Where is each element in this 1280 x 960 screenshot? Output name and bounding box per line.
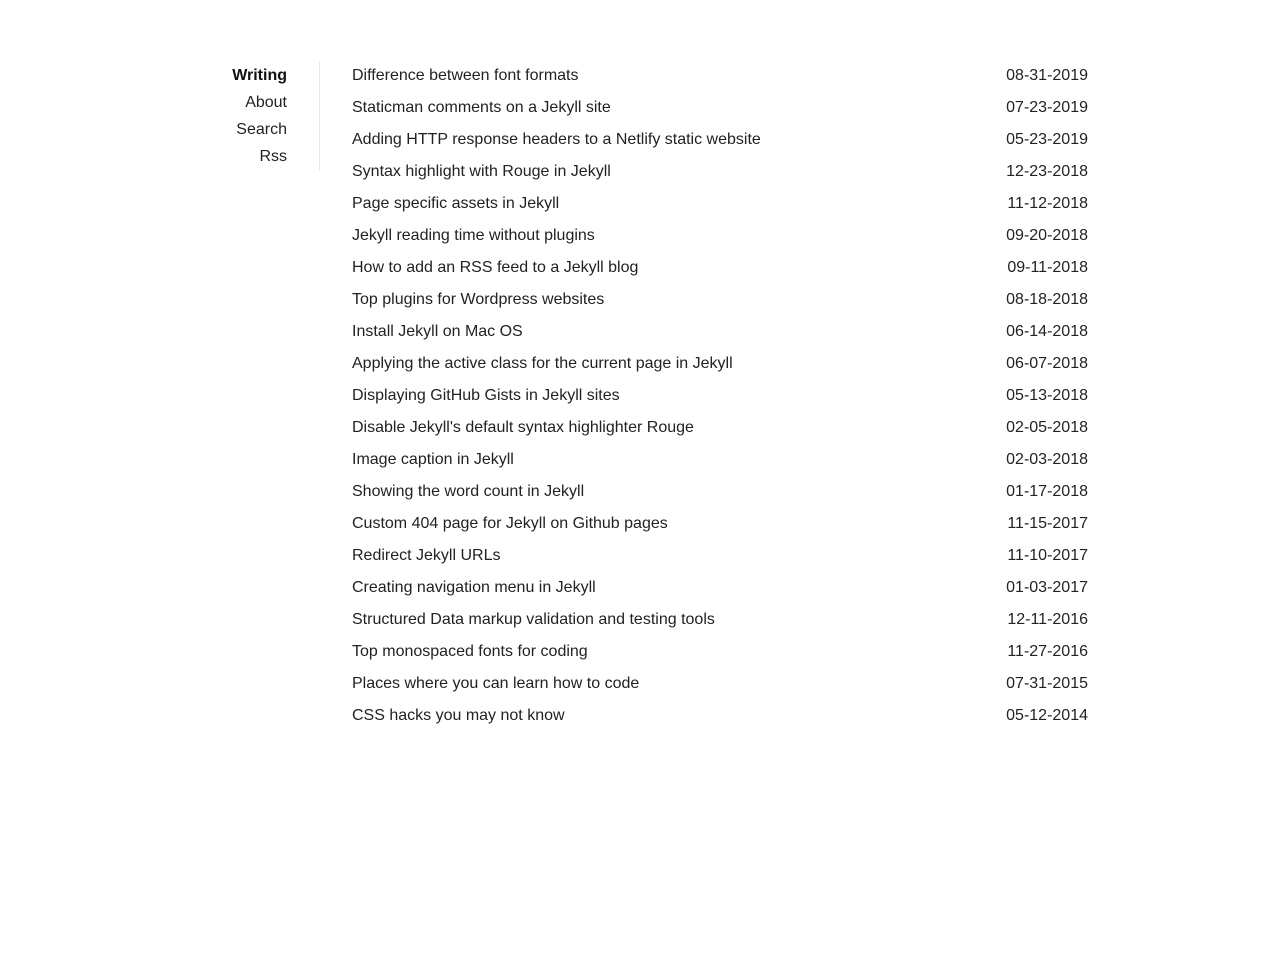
post-row xyxy=(352,284,1088,316)
sidebar-item-search[interactable]: Search xyxy=(236,121,287,138)
post-row xyxy=(352,380,1088,412)
post-date: 05-13-2018 xyxy=(1006,387,1088,404)
post-title-link[interactable]: Install Jekyll on Mac OS xyxy=(352,323,523,340)
post-title-link[interactable]: CSS hacks you may not know xyxy=(352,707,565,724)
post-row xyxy=(352,636,1088,668)
post-title-link[interactable]: Page specific assets in Jekyll xyxy=(352,195,560,212)
post-title-link[interactable]: Custom 404 page for Jekyll on Github pages xyxy=(352,515,668,532)
post-date: 12-23-2018 xyxy=(1006,163,1088,180)
post-date: 11-15-2017 xyxy=(1007,515,1088,532)
post-row xyxy=(352,572,1088,604)
post-row xyxy=(352,124,1088,156)
post-title-link[interactable]: Places where you can learn how to code xyxy=(352,675,640,692)
post-row xyxy=(352,540,1088,572)
post-row xyxy=(352,476,1088,508)
post-row xyxy=(352,604,1088,636)
post-date: 07-23-2019 xyxy=(1006,99,1088,116)
post-date: 12-11-2016 xyxy=(1007,611,1088,628)
post-title-link[interactable]: Showing the word count in Jekyll xyxy=(352,483,585,500)
sidebar-item-rss[interactable]: Rss xyxy=(259,148,287,165)
post-row xyxy=(352,348,1088,380)
post-date: 05-12-2014 xyxy=(1006,707,1088,724)
post-row xyxy=(352,92,1088,124)
post-row xyxy=(352,508,1088,540)
post-title-link[interactable]: Applying the active class for the current page in Jekyll xyxy=(352,355,733,372)
post-row xyxy=(352,156,1088,188)
post-row xyxy=(352,700,1088,732)
post-row xyxy=(352,220,1088,252)
post-title-link[interactable]: Top plugins for Wordpress websites xyxy=(352,291,605,308)
sidebar-item-about[interactable]: About xyxy=(245,94,287,111)
post-title-link[interactable]: Adding HTTP response headers to a Netlify static website xyxy=(352,131,761,148)
post-date: 07-31-2015 xyxy=(1006,675,1088,692)
post-list xyxy=(320,60,1088,732)
post-date: 11-12-2018 xyxy=(1007,195,1088,212)
post-date: 11-27-2016 xyxy=(1007,643,1088,660)
post-title-link[interactable]: Top monospaced fonts for coding xyxy=(352,643,588,660)
post-title-link[interactable]: Syntax highlight with Rouge in Jekyll xyxy=(352,163,611,180)
post-row xyxy=(352,60,1088,92)
post-date: 02-05-2018 xyxy=(1006,419,1088,436)
post-date: 06-14-2018 xyxy=(1006,323,1088,340)
post-title-link[interactable]: Creating navigation menu in Jekyll xyxy=(352,579,596,596)
post-date: 01-03-2017 xyxy=(1006,579,1088,596)
sidebar-nav xyxy=(32,62,320,170)
post-row xyxy=(352,316,1088,348)
post-date: 05-23-2019 xyxy=(1006,131,1088,148)
post-row xyxy=(352,444,1088,476)
post-row xyxy=(352,668,1088,700)
post-date: 11-10-2017 xyxy=(1007,547,1088,564)
post-title-link[interactable]: Structured Data markup validation and testing tools xyxy=(352,611,715,628)
post-title-link[interactable]: Displaying GitHub Gists in Jekyll sites xyxy=(352,387,620,404)
post-date: 06-07-2018 xyxy=(1006,355,1088,372)
sidebar-item-writing[interactable]: Writing xyxy=(232,67,287,84)
post-date: 09-20-2018 xyxy=(1006,227,1088,244)
post-title-link[interactable]: How to add an RSS feed to a Jekyll blog xyxy=(352,259,639,276)
post-title-link[interactable]: Difference between font formats xyxy=(352,67,579,84)
post-title-link[interactable]: Disable Jekyll's default syntax highlighter Rouge xyxy=(352,419,694,436)
post-date: 09-11-2018 xyxy=(1007,259,1088,276)
post-title-link[interactable]: Staticman comments on a Jekyll site xyxy=(352,99,611,116)
post-row xyxy=(352,412,1088,444)
post-row xyxy=(352,188,1088,220)
page-layout xyxy=(32,0,1088,732)
post-date: 08-31-2019 xyxy=(1006,67,1088,84)
post-title-link[interactable]: Redirect Jekyll URLs xyxy=(352,547,501,564)
post-date: 01-17-2018 xyxy=(1006,483,1088,500)
post-date: 08-18-2018 xyxy=(1006,291,1088,308)
post-date: 02-03-2018 xyxy=(1006,451,1088,468)
post-title-link[interactable]: Jekyll reading time without plugins xyxy=(352,227,595,244)
post-row xyxy=(352,252,1088,284)
post-title-link[interactable]: Image caption in Jekyll xyxy=(352,451,514,468)
